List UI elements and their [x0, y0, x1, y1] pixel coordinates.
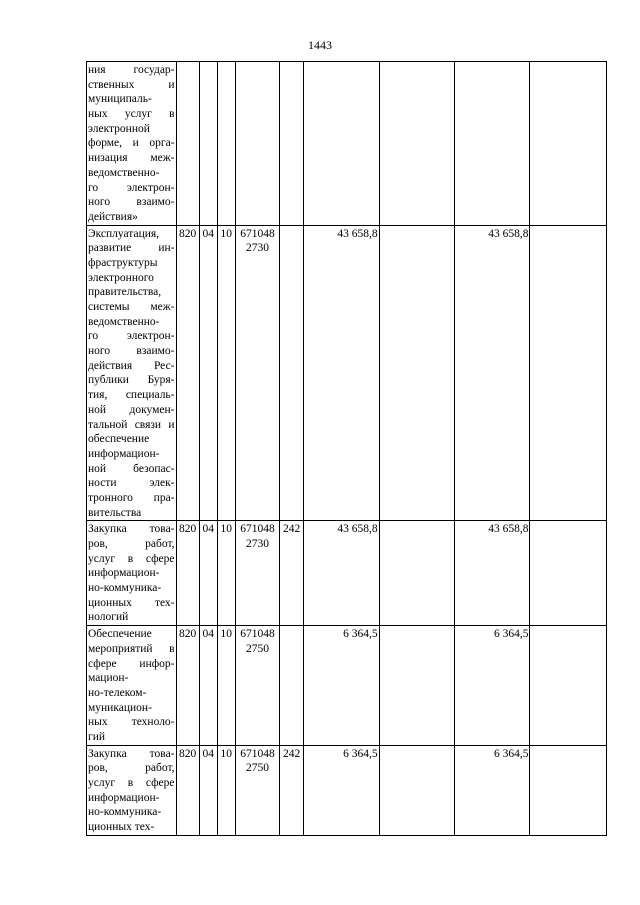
item-name-line: ных услуг в — [88, 108, 175, 121]
amount-federal-cell — [379, 62, 454, 226]
section-code-cell: 04 — [199, 745, 217, 835]
item-name-line: электронного — [88, 271, 154, 284]
target-article-cell — [235, 521, 279, 626]
amount-republic-cell — [455, 62, 530, 226]
target-article-line: 671048 — [240, 523, 275, 536]
section-code-cell: 04 — [199, 521, 217, 626]
item-name-line: ведомственно- — [88, 315, 160, 328]
item-name-line: гий — [88, 730, 106, 743]
item-name-line: го электрон- — [88, 330, 175, 343]
table-row — [87, 225, 607, 521]
item-name-line: тальной связи и — [88, 418, 175, 431]
amount-extra-cell — [530, 745, 607, 835]
item-name-line: ности элек- — [88, 477, 175, 490]
target-article-line: 671048 — [240, 628, 275, 641]
item-name-line: действия» — [88, 210, 138, 223]
item-name-line: ной безопас- — [88, 462, 175, 475]
item-name-line: ров, работ, — [88, 538, 175, 550]
item-name-line: но-коммуника- — [88, 806, 162, 819]
item-name-line: услуг в сфере — [88, 777, 175, 789]
item-name-line: обеспечение — [88, 433, 150, 446]
item-name-line: ния государ- — [88, 64, 175, 76]
item-name-line: ного взаимо- — [88, 345, 175, 358]
amount-total-cell: 6 364,5 — [304, 745, 379, 835]
amount-federal-cell — [379, 745, 454, 835]
amount-total-cell: 6 364,5 — [304, 626, 379, 746]
item-name-line: мацион- — [88, 672, 129, 685]
ministry-code-cell: 820 — [176, 521, 199, 626]
amount-extra-cell — [530, 62, 607, 226]
ministry-code-cell — [176, 62, 199, 226]
section-code-cell: 04 — [199, 225, 217, 521]
section-code-cell: 04 — [199, 626, 217, 746]
table-row — [87, 521, 607, 626]
subsection-code-cell: 10 — [217, 521, 235, 626]
subsection-code-cell: 10 — [217, 745, 235, 835]
item-name-line: Закупка това- — [88, 523, 175, 536]
item-name-line: вительства — [88, 506, 142, 519]
amount-federal-cell — [379, 225, 454, 521]
amount-extra-cell — [530, 626, 607, 746]
amount-extra-cell — [530, 225, 607, 521]
item-name-line: Эксплуатация, — [88, 227, 160, 240]
item-name-line: правительства, — [88, 286, 162, 299]
table-row — [87, 626, 607, 746]
target-article-cell — [235, 62, 279, 226]
item-name-line: муникацион- — [88, 701, 152, 714]
item-name-line: услуг в сфере — [88, 552, 175, 565]
subsection-code-cell — [217, 62, 235, 226]
section-code-cell — [199, 62, 217, 226]
item-name-line: информацион- — [88, 447, 160, 460]
item-name-line: системы меж- — [88, 301, 175, 313]
item-name-line: но-телеком- — [88, 686, 147, 699]
item-name-line: ной докумен- — [88, 403, 175, 416]
expense-type-cell — [280, 62, 304, 226]
item-name-line: ционных тех- — [88, 821, 155, 834]
table-row — [87, 745, 607, 835]
amount-total-cell: 43 658,8 — [304, 521, 379, 626]
target-article-line: 2730 — [245, 538, 269, 551]
item-name-line: низация меж- — [88, 152, 175, 165]
item-name-line: ных техноло- — [88, 716, 175, 729]
target-article-line: 2730 — [245, 242, 269, 255]
target-article-cell — [235, 745, 279, 835]
target-article-cell — [235, 626, 279, 746]
ministry-code-cell: 820 — [176, 225, 199, 521]
amount-republic-cell: 6 364,5 — [455, 626, 530, 746]
target-article-cell — [235, 225, 279, 521]
item-name-line: Закупка това- — [88, 747, 175, 760]
item-name-cell — [87, 225, 177, 521]
item-name-line: но-коммуника- — [88, 582, 162, 595]
item-name-line: фраструктуры — [88, 256, 158, 269]
amount-federal-cell — [379, 521, 454, 626]
table-row — [87, 62, 607, 226]
amount-federal-cell — [379, 626, 454, 746]
amount-total-cell — [304, 62, 379, 226]
expense-type-cell: 242 — [280, 521, 304, 626]
item-name-line: информацион- — [88, 791, 160, 804]
item-name-cell — [87, 626, 177, 746]
ministry-code-cell: 820 — [176, 626, 199, 746]
item-name-line: ров, работ, — [88, 762, 175, 775]
amount-extra-cell — [530, 521, 607, 626]
item-name-line: сфере инфор- — [88, 657, 175, 670]
target-article-line: 2750 — [245, 762, 269, 775]
subsection-code-cell: 10 — [217, 626, 235, 746]
item-name-line: действия Рес- — [88, 359, 175, 372]
item-name-line: ственных и — [88, 78, 175, 91]
item-name-line: электронной — [88, 122, 150, 135]
item-name-line: тронного пра- — [88, 491, 175, 504]
item-name-line: муниципаль- — [88, 93, 152, 106]
item-name-line: нологий — [88, 611, 129, 624]
target-article-line: 671048 — [240, 747, 275, 760]
item-name-line: мероприятий в — [88, 642, 175, 655]
page-number: 1443 — [308, 38, 332, 52]
target-article-line: 2750 — [245, 642, 269, 655]
item-name-cell — [87, 521, 177, 626]
item-name-line: форме, и орга- — [88, 137, 175, 150]
item-name-line: ведомственно- — [88, 166, 160, 179]
subsection-code-cell: 10 — [217, 225, 235, 521]
ministry-code-cell: 820 — [176, 745, 199, 835]
item-name-line: информацион- — [88, 567, 160, 580]
expense-type-cell — [280, 225, 304, 521]
item-name-line: Обеспечение — [88, 628, 152, 641]
item-name-line: ного взаимо- — [88, 196, 175, 209]
item-name-cell — [87, 62, 177, 226]
amount-republic-cell: 43 658,8 — [455, 225, 530, 521]
expense-type-cell — [280, 626, 304, 746]
item-name-line: ционных тех- — [88, 596, 175, 609]
item-name-line: развитие ин- — [88, 242, 175, 255]
item-name-line: го электрон- — [88, 181, 175, 194]
amount-republic-cell: 43 658,8 — [455, 521, 530, 626]
budget-table — [86, 61, 607, 836]
target-article-line: 671048 — [240, 227, 275, 240]
item-name-line: публики Буря- — [88, 374, 175, 387]
amount-republic-cell: 6 364,5 — [455, 745, 530, 835]
item-name-cell — [87, 745, 177, 835]
item-name-line: тия, специаль- — [88, 389, 175, 402]
expense-type-cell: 242 — [280, 745, 304, 835]
amount-total-cell: 43 658,8 — [304, 225, 379, 521]
